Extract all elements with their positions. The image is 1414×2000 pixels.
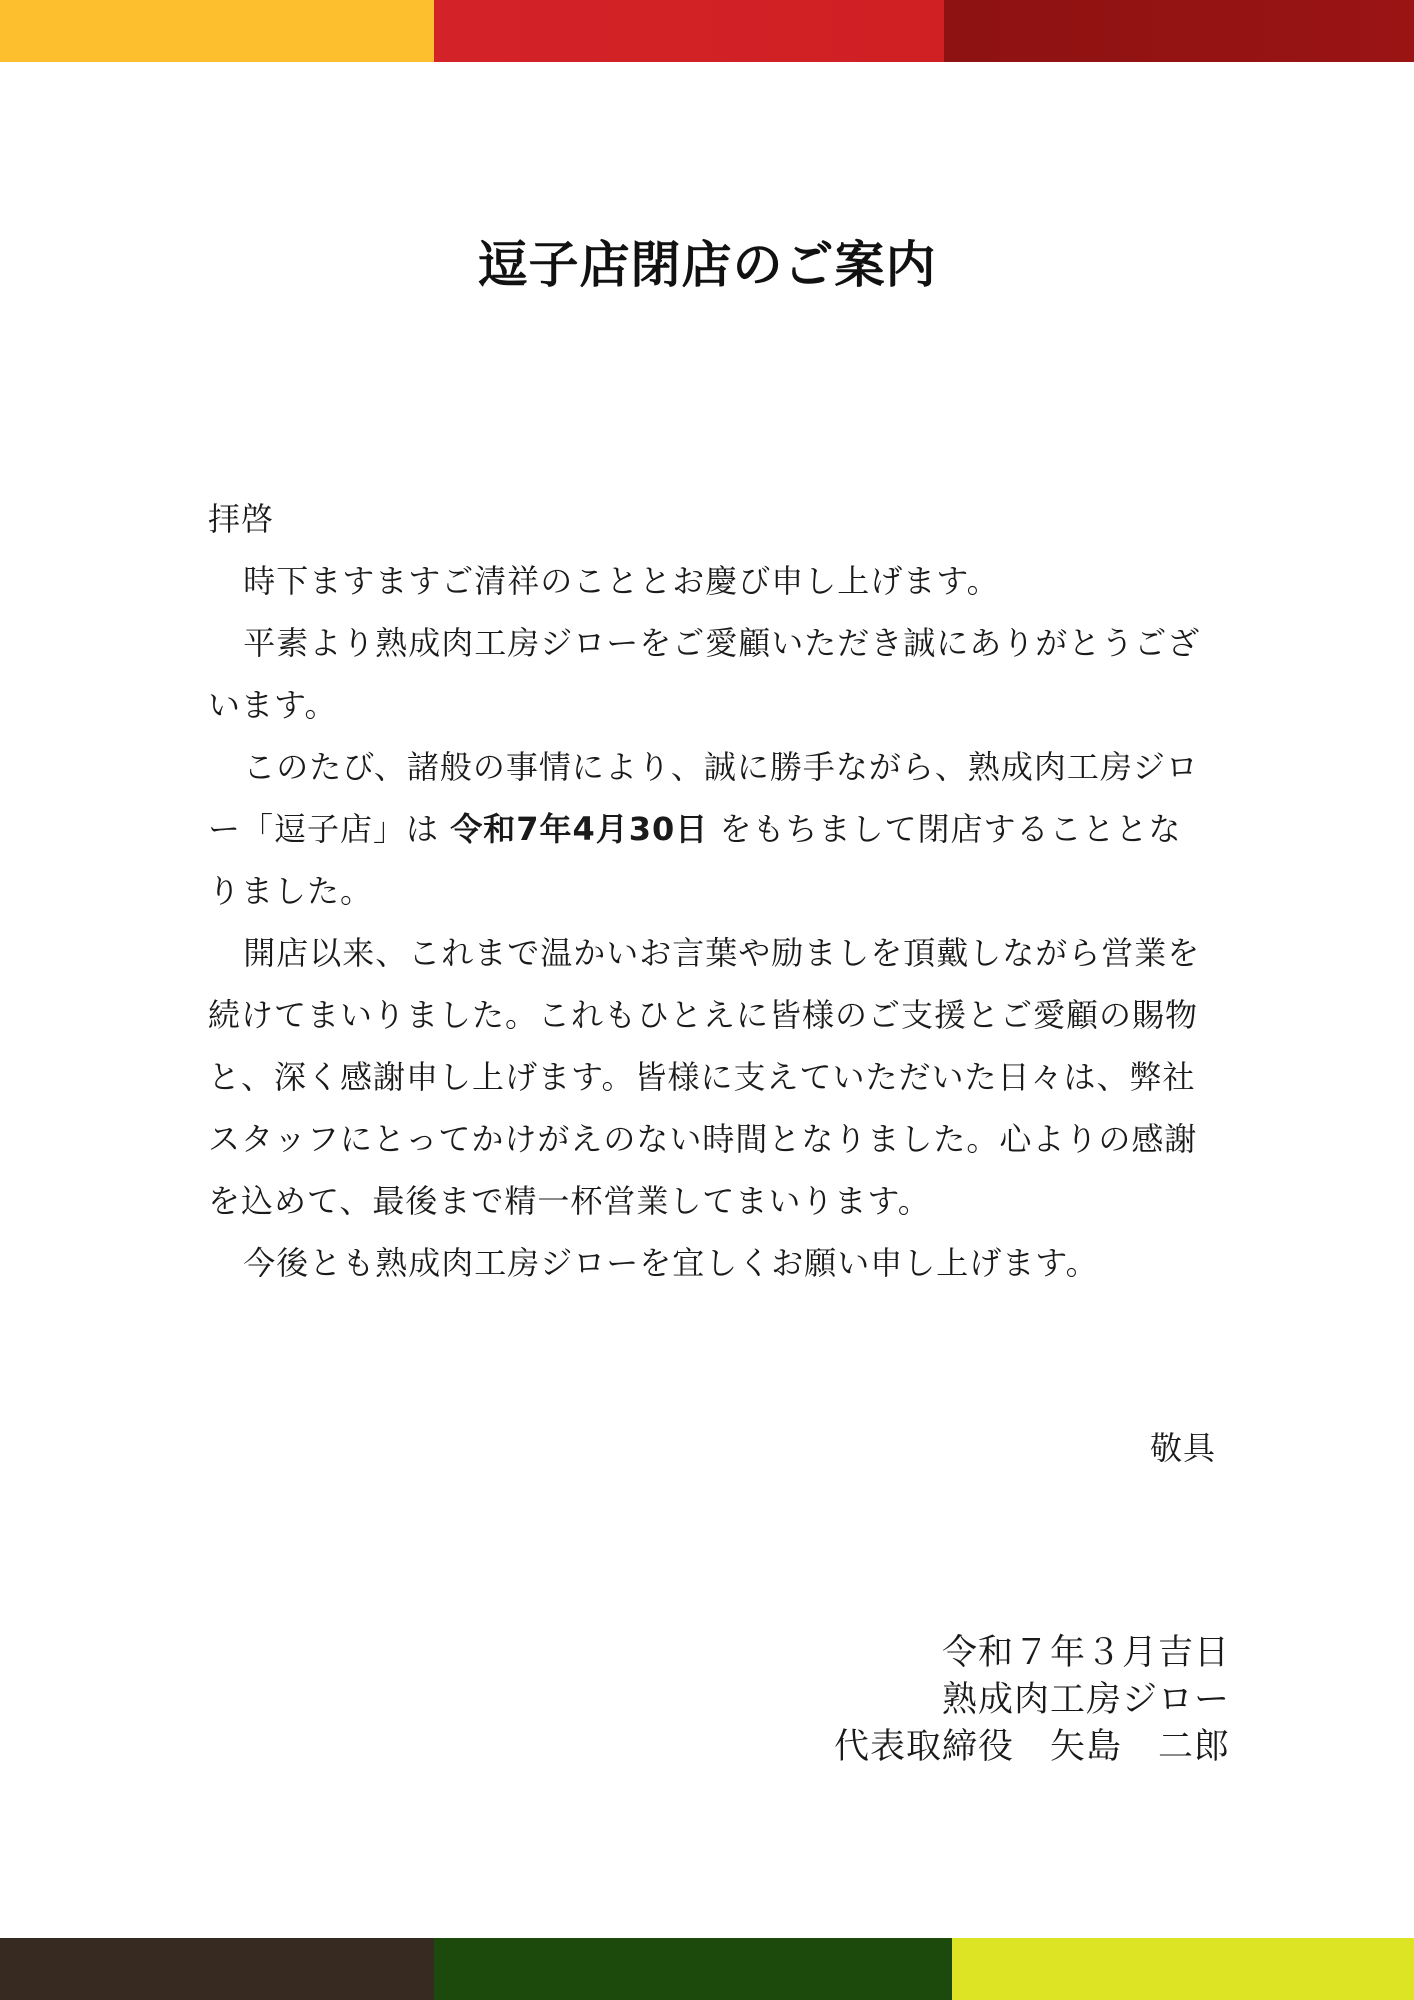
- signoff-company: 熟成肉工房ジロー: [941, 1680, 1230, 1720]
- bottom-color-band: [0, 1938, 1414, 2000]
- paragraph-greeting: 時下ますますご清祥のこととお慶び申し上げます。: [243, 562, 1000, 600]
- top-band-red: [434, 0, 944, 62]
- paragraph-closing-notice: [208, 736, 1208, 922]
- closing-notice-text-1: このたび、諸般の事情により、誠に勝手ながら、熟成肉工房ジロー「逗子店」は: [208, 748, 1199, 848]
- salutation: 拝啓: [208, 500, 275, 538]
- bottom-band-brown: [0, 1938, 434, 2000]
- paragraph-thanks: 平素より熟成肉工房ジローをご愛顧いただき誠にありがとうございます。: [208, 624, 1201, 724]
- closing-notice-text-2: をもちまして閉店することとなりました。: [208, 810, 1182, 910]
- top-band-dark-red: [944, 0, 1414, 62]
- paragraph-gratitude: 開店以来、これまで温かいお言葉や励ましを頂戴しながら営業を続けてまいりました。これもひとえに皆様のご支援とご愛顧の賜物と、深く感謝申し上げます。皆様に支えていただいた日々は、弊社スタッフにとってかけがえのない時間となりました。心よりの感謝を込めて、最後まで精一杯営業してまいります。: [208, 934, 1201, 1220]
- bottom-band-green: [434, 1938, 952, 2000]
- page-title: 逗子店閉店のご案内: [477, 236, 937, 294]
- top-band-yellow: [0, 0, 434, 62]
- paragraph-future: 今後とも熟成肉工房ジローを宜しくお願い申し上げます。: [243, 1244, 1099, 1282]
- top-color-band: [0, 0, 1414, 62]
- closing-word: 敬具: [1149, 1429, 1216, 1467]
- letter-body: [208, 488, 1208, 1294]
- signoff-date: 令和７年３月吉日: [941, 1633, 1230, 1673]
- signoff-block: [834, 1630, 1230, 1771]
- bottom-band-lime: [952, 1938, 1414, 2000]
- closing-date: 令和7年4月30日: [450, 810, 709, 848]
- signoff-signer: 代表取締役 矢島 二郎: [833, 1727, 1230, 1767]
